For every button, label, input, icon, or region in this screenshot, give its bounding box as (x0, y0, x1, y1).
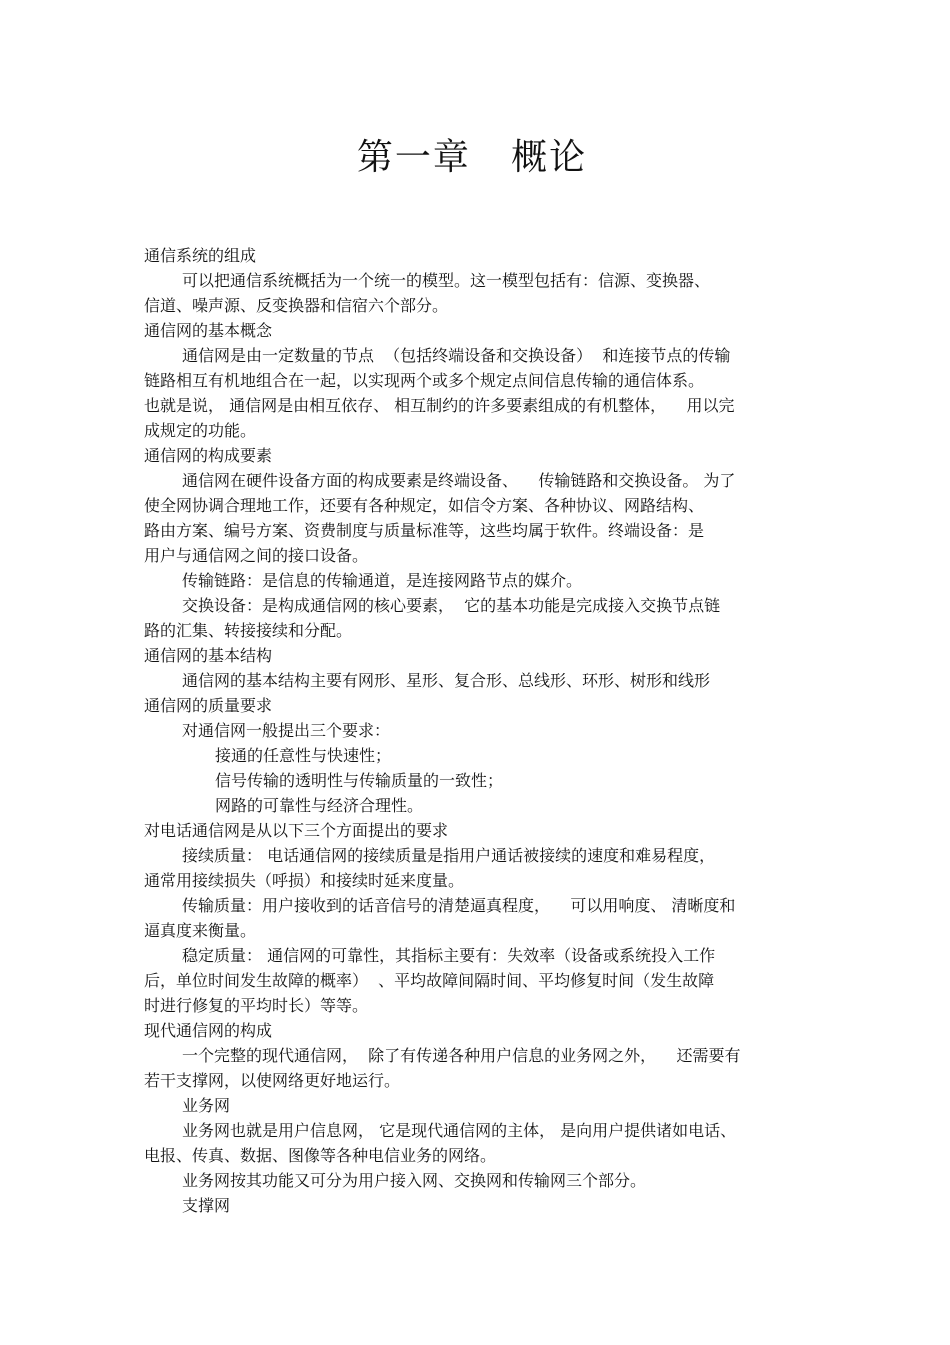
text-line: 业务网也就是用户信息网， 它是现代通信网的主体， 是向用户提供诸如电话、 (182, 1121, 737, 1140)
document-body (144, 243, 809, 1218)
text-line: 链路相互有机地组合在一起，以实现两个或多个规定点间信息传输的通信体系。 (144, 371, 705, 390)
text-line: 对电话通信网是从以下三个方面提出的要求 (144, 821, 449, 840)
text-line: 也就是说， 通信网是由相互依存、 相互制约的许多要素组成的有机整体， 用以完 (144, 396, 735, 415)
text-line: 逼真度来衡量。 (144, 921, 257, 940)
text-line: 路的汇集、转接接续和分配。 (144, 621, 353, 640)
chapter-title: 第一章 概论 (356, 137, 588, 178)
text-line: 业务网 (182, 1096, 231, 1115)
text-line: 一个完整的现代通信网， 除了有传递各种用户信息的业务网之外， 还需要有 (182, 1046, 741, 1065)
text-line: 通信网的基本结构主要有网形、星形、复合形、总线形、环形、树形和线形 (182, 671, 711, 690)
text-line: 通信网在硬件设备方面的构成要素是终端设备、 传输链路和交换设备。 为了 (182, 471, 736, 490)
text-line: 通信网的构成要素 (144, 446, 273, 465)
text-line: 通信网的基本概念 (144, 321, 273, 340)
text-line: 接续质量： 电话通信网的接续质量是指用户通话被接续的速度和难易程度， (182, 846, 716, 865)
text-line: 若干支撑网，以使网络更好地运行。 (144, 1071, 401, 1090)
text-line: 传输链路：是信息的传输通道，是连接网路节点的媒介。 (182, 571, 583, 590)
text-line: 信号传输的透明性与传输质量的一致性； (215, 771, 504, 790)
text-line: 接通的任意性与快速性； (215, 746, 392, 765)
text-line: 网路的可靠性与经济合理性。 (215, 796, 424, 815)
text-line: 信道、噪声源、反变换器和信宿六个部分。 (144, 296, 449, 315)
text-line: 路由方案、编号方案、资费制度与质量标准等，这些均属于软件。终端设备：是 (144, 521, 705, 540)
text-line: 通信网的基本结构 (144, 646, 273, 665)
text-line: 传输质量：用户接收到的话音信号的清楚逼真程度， 可以用响度、 清晰度和 (182, 896, 736, 915)
text-line: 现代通信网的构成 (144, 1021, 273, 1040)
text-line: 使全网协调合理地工作，还要有各种规定，如信令方案、各种协议、网路结构、 (144, 496, 705, 515)
text-line: 对通信网一般提出三个要求： (182, 721, 391, 740)
text-line: 通信网是由一定数量的节点 （包括终端设备和交换设备） 和连接节点的传输 (182, 346, 731, 365)
text-line: 通信网的质量要求 (144, 696, 273, 715)
text-line: 业务网按其功能又可分为用户接入网、交换网和传输网三个部分。 (182, 1171, 647, 1190)
text-line: 用户与通信网之间的接口设备。 (144, 546, 369, 565)
text-line: 电报、传真、数据、图像等各种电信业务的网络。 (144, 1146, 497, 1165)
text-line: 时进行修复的平均时长）等等。 (144, 996, 369, 1015)
text-line: 交换设备：是构成通信网的核心要素， 它的基本功能是完成接入交换节点链 (182, 596, 721, 615)
text-line: 成规定的功能。 (144, 421, 257, 440)
text-line: 可以把通信系统概括为一个统一的模型。这一模型包括有：信源、变换器、 (182, 271, 711, 290)
text-line: 稳定质量： 通信网的可靠性，其指标主要有：失效率（设备或系统投入工作 (182, 946, 716, 965)
text-line: 后，单位时间发生故障的概率） 、平均故障间隔时间、平均修复时间（发生故障 (144, 971, 715, 990)
text-line: 通常用接续损失（呼损）和接续时延来度量。 (144, 871, 465, 890)
text-line: 通信系统的组成 (144, 246, 257, 265)
text-line: 支撑网 (182, 1196, 231, 1215)
